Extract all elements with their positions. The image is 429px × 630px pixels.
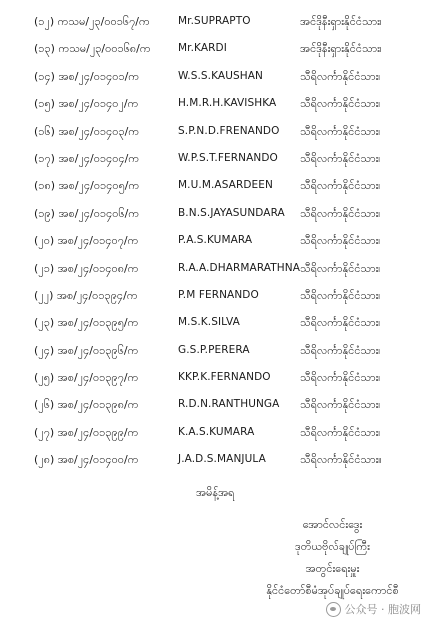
- list-item: [0, 337, 429, 364]
- record-nationality: အင်ဒိုနီးရှားနိုင်ငံသား၊: [300, 15, 382, 28]
- record-nationality: သီရိလင်္ကာနိုင်ငံသား၊: [300, 206, 381, 220]
- record-nationality: သီရိလင်္ကာနိုင်ငံသား၊: [300, 398, 381, 412]
- record-name: KKP.K.FERNANDO: [178, 371, 271, 384]
- record-name: M.U.M.ASARDEEN: [178, 179, 273, 192]
- record-number: (၂၈) အစ/၂၄/၀၁၄၀၀/က: [34, 453, 139, 467]
- list-item: [0, 90, 429, 117]
- record-name: Mr.KARDI: [178, 42, 227, 55]
- record-number: (၂၃) အစ/၂၄/၀၁၃၉၅/က: [34, 316, 139, 330]
- record-name: Mr.SUPRAPTO: [178, 15, 251, 27]
- record-number: (၁၅) အစ/၂၄/၀၁၄၀၂/က: [34, 97, 139, 111]
- signatory-rank: ဒုတိယဗိုလ်ချုပ်ကြီး: [295, 540, 370, 553]
- list-item: [0, 282, 429, 309]
- record-name: M.S.K.SILVA: [178, 316, 240, 329]
- record-nationality: သီရိလင်္ကာနိုင်ငံသား၊: [300, 316, 381, 330]
- record-name: W.P.S.T.FERNANDO: [178, 151, 278, 164]
- record-number: (၂၀) အစ/၂၄/၀၁၄၀၇/က: [34, 234, 139, 248]
- record-nationality: သီရိလင်္ကာနိုင်ငံသား၊: [300, 151, 381, 165]
- list-item: [0, 391, 429, 418]
- wechat-icon: [326, 602, 341, 617]
- list-item: [0, 309, 429, 336]
- record-number: (၁၈) အစ/၂၄/၀၁၄၀၅/က: [34, 179, 140, 193]
- record-number: (၂၂) အစ/၂၄/၀၁၃၉၄/က: [34, 288, 138, 302]
- record-name: B.N.S.JAYASUNDARA: [178, 206, 285, 219]
- record-nationality: သီရိလင်္ကာနိုင်ငံသား၊: [300, 234, 381, 248]
- list-item: [0, 364, 429, 391]
- signatory-name: အောင်လင်းဒွေး: [302, 518, 363, 531]
- record-number: (၂၅) အစ/၂၄/၀၁၃၉၇/က: [34, 371, 139, 385]
- record-number: (၁၂) ကသမ/၂၃/၀၀၁၆၇/က: [34, 15, 150, 28]
- watermark: [326, 598, 422, 620]
- watermark-text: 公众号 · 胞波网: [344, 603, 421, 616]
- list-item: [0, 446, 429, 473]
- record-nationality: သီရိလင်္ကာနိုင်ငံသား၊: [300, 97, 381, 111]
- list-item: [0, 118, 429, 145]
- list-item: [0, 200, 429, 227]
- list-item: [0, 145, 429, 172]
- record-name: K.A.S.KUMARA: [178, 425, 255, 438]
- record-nationality: သီရိလင်္ကာနိုင်ငံသား၊: [300, 425, 381, 439]
- list-item: [0, 255, 429, 282]
- record-name: H.M.R.H.KAVISHKA: [178, 97, 277, 110]
- record-name: G.S.P.PERERA: [178, 343, 250, 356]
- list-item: [0, 63, 429, 90]
- record-nationality: သီရိလင်္ကာနိုင်ငံသား၊: [300, 371, 381, 385]
- record-number: (၁၆) အစ/၂၄/၀၁၄၀၃/က: [34, 124, 140, 138]
- record-name: P.M FERNANDO: [178, 288, 259, 301]
- record-name: R.A.A.DHARMARATHNA: [178, 261, 301, 274]
- record-number: (၁၃) ကသမ/၂၃/၀၀၁၆၈/က: [34, 42, 151, 56]
- record-nationality: သီရိလင်္ကာနိုင်ငံသား၊: [300, 343, 381, 357]
- record-nationality: သီရိလင်္ကာနိုင်ငံသား၊: [300, 261, 381, 275]
- list-item: [0, 35, 429, 62]
- record-name: R.D.N.RANTHUNGA: [178, 398, 280, 411]
- record-number: (၂၇) အစ/၂၄/၀၁၃၉၉/က: [34, 425, 139, 439]
- record-nationality: သီရိလင်္ကာနိုင်ငံသား။: [300, 453, 382, 467]
- list-item: [0, 8, 429, 35]
- signatory-title: အတွင်းရေးမှူး: [305, 562, 360, 575]
- record-list: [0, 8, 429, 474]
- record-name: W.S.S.KAUSHAN: [178, 69, 263, 82]
- record-name: P.A.S.KUMARA: [178, 234, 253, 247]
- record-nationality: သီရိလင်္ကာနိုင်ငံသား၊: [300, 288, 381, 302]
- record-number: (၂၁) အစ/၂၄/၀၁၄၀၈/က: [34, 261, 139, 275]
- record-nationality: သီရိလင်္ကာနိုင်ငံသား၊: [300, 69, 381, 83]
- signatory-organization: နိုင်ငံတော်စီမံအုပ်ချုပ်ရေးကောင်စီ: [266, 584, 399, 597]
- record-number: (၁၇) အစ/၂၄/၀၁၄၀၄/က: [34, 151, 140, 165]
- list-item: [0, 227, 429, 254]
- record-number: (၁၄) အစ/၂၄/၀၁၄၀၁/က: [34, 69, 140, 83]
- record-number: (၁၉) အစ/၂၄/၀၁၄၀၆/က: [34, 206, 140, 220]
- record-nationality: သီရိလင်္ကာနိုင်ငံသား၊: [300, 124, 381, 138]
- record-name: S.P.N.D.FRENANDO: [178, 124, 280, 137]
- record-nationality: သီရိလင်္ကာနိုင်ငံသား၊: [300, 179, 381, 193]
- list-item: [0, 172, 429, 199]
- list-item: [0, 419, 429, 446]
- record-number: (၂၆) အစ/၂၄/၀၁၃၉၈/က: [34, 398, 139, 412]
- by-order-text: အမိန့်အရ: [196, 486, 235, 499]
- record-number: (၂၄) အစ/၂၄/၀၁၃၉၆/က: [34, 343, 139, 357]
- record-nationality: အင်ဒိုနီးရှားနိုင်ငံသား၊: [300, 42, 382, 56]
- record-name: J.A.D.S.MANJULA: [178, 453, 266, 466]
